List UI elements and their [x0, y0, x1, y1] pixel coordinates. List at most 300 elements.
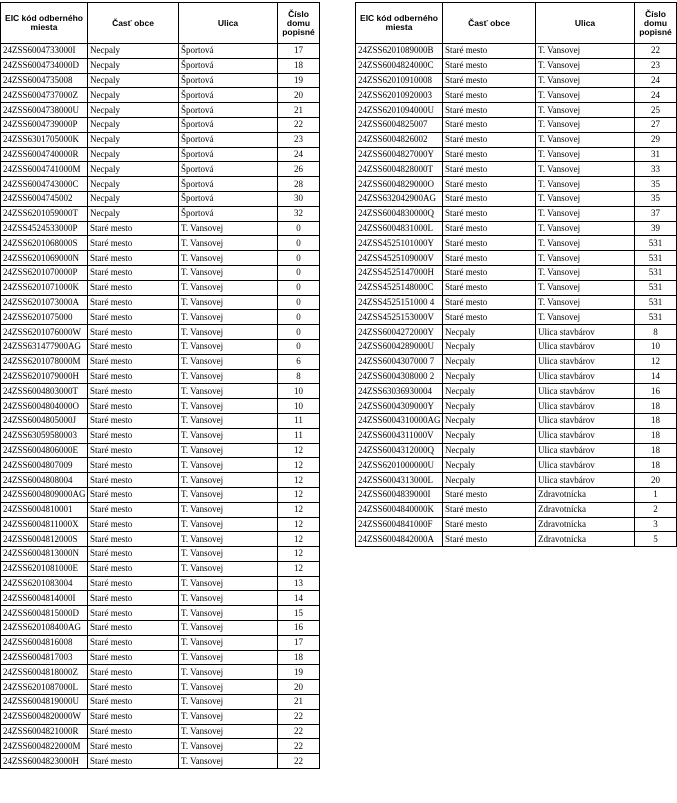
cell-street: T. Vansovej	[536, 177, 635, 192]
cell-house-number: 23	[635, 58, 677, 73]
cell-house-number: 0	[278, 251, 320, 266]
cell-street: T. Vansovej	[179, 399, 278, 414]
cell-house-number: 12	[278, 458, 320, 473]
cell-street: T. Vansovej	[179, 369, 278, 384]
cell-street: T. Vansovej	[179, 695, 278, 710]
cell-district: Staré mesto	[443, 532, 536, 547]
table-row	[1, 117, 320, 132]
cell-eic-code: 24ZSS6004310000AG	[356, 413, 443, 428]
table-row	[356, 502, 677, 517]
cell-street: T. Vansovej	[179, 606, 278, 621]
cell-house-number: 22	[278, 754, 320, 769]
cell-district: Necpaly	[443, 413, 536, 428]
cell-district: Staré mesto	[443, 206, 536, 221]
table-row	[356, 177, 677, 192]
cell-house-number: 21	[278, 103, 320, 118]
table-row	[1, 58, 320, 73]
table-row	[1, 132, 320, 147]
table-row	[356, 132, 677, 147]
cell-house-number: 531	[635, 265, 677, 280]
cell-house-number: 531	[635, 280, 677, 295]
cell-district: Staré mesto	[88, 547, 179, 562]
cell-house-number: 20	[278, 88, 320, 103]
cell-eic-code: 24ZSS6201059000T	[1, 206, 88, 221]
cell-house-number: 25	[635, 103, 677, 118]
cell-district: Staré mesto	[443, 310, 536, 325]
table-row	[356, 265, 677, 280]
cell-street: T. Vansovej	[179, 576, 278, 591]
cell-eic-code: 24ZSS6004842000A	[356, 532, 443, 547]
table-row	[1, 473, 320, 488]
table-row	[1, 354, 320, 369]
cell-eic-code: 24ZSS6004806000E	[1, 443, 88, 458]
cell-eic-code: 24ZSS6004804000O	[1, 399, 88, 414]
cell-district: Staré mesto	[88, 650, 179, 665]
cell-district: Necpaly	[88, 44, 179, 59]
cell-eic-code: 24ZSS62010920003	[356, 88, 443, 103]
cell-street: T. Vansovej	[179, 650, 278, 665]
cell-eic-code: 24ZSS6201078000M	[1, 354, 88, 369]
cell-eic-code: 24ZSS6201068000S	[1, 236, 88, 251]
cell-eic-code: 24ZSS4524533000P	[1, 221, 88, 236]
table-row	[1, 251, 320, 266]
table-row	[1, 147, 320, 162]
cell-eic-code: 24ZSS6004828000T	[356, 162, 443, 177]
cell-eic-code: 24ZSS6201000000U	[356, 458, 443, 473]
cell-street: Športová	[179, 162, 278, 177]
table-row	[1, 458, 320, 473]
table-row	[1, 665, 320, 680]
cell-street: T. Vansovej	[536, 280, 635, 295]
cell-street: Ulica stavbárov	[536, 339, 635, 354]
cell-eic-code: 24ZSS6004734000D	[1, 58, 88, 73]
cell-eic-code: 24ZSS6004825007	[356, 117, 443, 132]
cell-street: T. Vansovej	[536, 310, 635, 325]
table-row	[1, 724, 320, 739]
cell-house-number: 12	[278, 517, 320, 532]
table-row	[356, 354, 677, 369]
cell-eic-code: 24ZSS6004743000C	[1, 177, 88, 192]
cell-house-number: 0	[278, 265, 320, 280]
cell-eic-code: 24ZSS620108400AG	[1, 621, 88, 636]
cell-eic-code: 24ZSS6004820000W	[1, 709, 88, 724]
cell-house-number: 0	[278, 280, 320, 295]
cell-street: T. Vansovej	[536, 206, 635, 221]
table-row	[356, 428, 677, 443]
cell-house-number: 12	[278, 547, 320, 562]
cell-eic-code: 24ZSS6004733000I	[1, 44, 88, 59]
cell-eic-code: 24ZSS6004808004	[1, 473, 88, 488]
cell-street: T. Vansovej	[179, 413, 278, 428]
table-row	[1, 680, 320, 695]
table-row	[1, 532, 320, 547]
table-row	[356, 443, 677, 458]
cell-district: Staré mesto	[443, 147, 536, 162]
table-row	[1, 547, 320, 562]
cell-house-number: 24	[635, 73, 677, 88]
table-row	[1, 280, 320, 295]
cell-house-number: 22	[278, 724, 320, 739]
table-row	[356, 532, 677, 547]
cell-district: Staré mesto	[443, 162, 536, 177]
cell-house-number: 6	[278, 354, 320, 369]
cell-district: Necpaly	[443, 428, 536, 443]
cell-district: Necpaly	[88, 88, 179, 103]
cell-district: Staré mesto	[88, 502, 179, 517]
cell-eic-code: 24ZSS4525101000Y	[356, 236, 443, 251]
cell-district: Staré mesto	[88, 621, 179, 636]
cell-street: Športová	[179, 103, 278, 118]
cell-street: Športová	[179, 177, 278, 192]
cell-eic-code: 24ZSS6004821000R	[1, 724, 88, 739]
cell-house-number: 1	[635, 487, 677, 502]
table-row	[356, 384, 677, 399]
table-row	[356, 325, 677, 340]
cell-street: Športová	[179, 44, 278, 59]
table-row	[1, 236, 320, 251]
cell-house-number: 18	[635, 428, 677, 443]
cell-street: Ulica stavbárov	[536, 428, 635, 443]
cell-house-number: 16	[635, 384, 677, 399]
cell-eic-code: 24ZSS62010910008	[356, 73, 443, 88]
cell-street: Zdravotnícka	[536, 517, 635, 532]
cell-street: T. Vansovej	[179, 487, 278, 502]
cell-street: Ulica stavbárov	[536, 413, 635, 428]
cell-district: Necpaly	[88, 206, 179, 221]
cell-house-number: 11	[278, 428, 320, 443]
cell-house-number: 12	[278, 443, 320, 458]
cell-street: Zdravotnícka	[536, 487, 635, 502]
cell-district: Staré mesto	[443, 177, 536, 192]
cell-district: Staré mesto	[88, 561, 179, 576]
cell-district: Staré mesto	[88, 339, 179, 354]
cell-eic-code: 24ZSS6004738000U	[1, 103, 88, 118]
cell-house-number: 12	[278, 487, 320, 502]
cell-district: Necpaly	[443, 339, 536, 354]
cell-street: Zdravotnícka	[536, 502, 635, 517]
table-row	[1, 73, 320, 88]
cell-house-number: 37	[635, 206, 677, 221]
cell-house-number: 0	[278, 310, 320, 325]
cell-district: Staré mesto	[88, 251, 179, 266]
table-row	[356, 295, 677, 310]
cell-eic-code: 24ZSS6004840000K	[356, 502, 443, 517]
table-row	[356, 236, 677, 251]
table-row	[356, 103, 677, 118]
cell-house-number: 22	[635, 44, 677, 59]
cell-eic-code: 24ZSS6004313000L	[356, 473, 443, 488]
cell-house-number: 15	[278, 606, 320, 621]
cell-house-number: 32	[278, 206, 320, 221]
cell-house-number: 14	[635, 369, 677, 384]
cell-eic-code: 24ZSS6004805000J	[1, 413, 88, 428]
cell-house-number: 12	[635, 354, 677, 369]
cell-house-number: 10	[278, 399, 320, 414]
cell-district: Necpaly	[88, 147, 179, 162]
cell-street: T. Vansovej	[536, 295, 635, 310]
cell-eic-code: 24ZSS6004309000Y	[356, 399, 443, 414]
cell-eic-code: 24ZSS6004822000M	[1, 739, 88, 754]
cell-eic-code: 24ZSS6004829000O	[356, 177, 443, 192]
cell-street: T. Vansovej	[179, 443, 278, 458]
cell-street: T. Vansovej	[536, 132, 635, 147]
cell-street: Športová	[179, 58, 278, 73]
cell-district: Necpaly	[443, 354, 536, 369]
cell-street: Ulica stavbárov	[536, 384, 635, 399]
cell-street: T. Vansovej	[179, 473, 278, 488]
table-row	[356, 58, 677, 73]
cell-eic-code: 24ZSS6201076000W	[1, 325, 88, 340]
table-row	[356, 44, 677, 59]
cell-street: T. Vansovej	[536, 117, 635, 132]
cell-house-number: 18	[278, 650, 320, 665]
table-row	[1, 384, 320, 399]
cell-street: T. Vansovej	[179, 665, 278, 680]
cell-district: Staré mesto	[443, 517, 536, 532]
table-row	[1, 295, 320, 310]
cell-district: Necpaly	[88, 132, 179, 147]
cell-eic-code: 24ZSS4525153000V	[356, 310, 443, 325]
cell-street: T. Vansovej	[536, 88, 635, 103]
cell-street: Ulica stavbárov	[536, 473, 635, 488]
cell-street: Športová	[179, 73, 278, 88]
table-row	[356, 206, 677, 221]
table-row	[1, 606, 320, 621]
table-row	[1, 621, 320, 636]
cell-street: Športová	[179, 117, 278, 132]
cell-eic-code: 24ZSS6201071000K	[1, 280, 88, 295]
cell-eic-code: 24ZSS6004815000D	[1, 606, 88, 621]
cell-eic-code: 24ZSS6004818000Z	[1, 665, 88, 680]
table-row	[1, 206, 320, 221]
cell-eic-code: 24ZSS6004824000C	[356, 58, 443, 73]
cell-eic-code: 24ZSS6301705000K	[1, 132, 88, 147]
cell-district: Staré mesto	[88, 635, 179, 650]
cell-district: Staré mesto	[88, 354, 179, 369]
cell-eic-code: 24ZSS6201087000L	[1, 680, 88, 695]
cell-street: T. Vansovej	[179, 709, 278, 724]
cell-eic-code: 24ZSS4525109000V	[356, 251, 443, 266]
cell-street: T. Vansovej	[179, 339, 278, 354]
cell-district: Staré mesto	[443, 502, 536, 517]
table-row	[1, 221, 320, 236]
cell-street: T. Vansovej	[536, 162, 635, 177]
cell-district: Staré mesto	[88, 295, 179, 310]
cell-house-number: 35	[635, 191, 677, 206]
cell-eic-code: 24ZSS6004810001	[1, 502, 88, 517]
left-address-table	[0, 2, 320, 769]
cell-house-number: 5	[635, 532, 677, 547]
cell-district: Staré mesto	[443, 132, 536, 147]
cell-eic-code: 24ZSS63036930004	[356, 384, 443, 399]
cell-street: T. Vansovej	[179, 591, 278, 606]
cell-eic-code: 24ZSS6004830000Q	[356, 206, 443, 221]
cell-eic-code: 24ZSS6201070000P	[1, 265, 88, 280]
cell-street: Ulica stavbárov	[536, 325, 635, 340]
cell-street: Ulica stavbárov	[536, 354, 635, 369]
table-row	[1, 399, 320, 414]
cell-district: Staré mesto	[88, 384, 179, 399]
table-row	[356, 88, 677, 103]
table-row	[356, 73, 677, 88]
table-row	[356, 458, 677, 473]
cell-house-number: 26	[278, 162, 320, 177]
table-row	[1, 443, 320, 458]
table-row	[356, 221, 677, 236]
cell-house-number: 18	[278, 58, 320, 73]
cell-street: T. Vansovej	[179, 280, 278, 295]
cell-house-number: 0	[278, 236, 320, 251]
cell-district: Staré mesto	[443, 280, 536, 295]
table-row	[1, 709, 320, 724]
table-row	[356, 310, 677, 325]
cell-district: Staré mesto	[88, 473, 179, 488]
cell-eic-code: 24ZSS6004307000 7	[356, 354, 443, 369]
cell-street: T. Vansovej	[179, 547, 278, 562]
table-row	[356, 487, 677, 502]
cell-district: Staré mesto	[443, 103, 536, 118]
cell-street: Športová	[179, 147, 278, 162]
cell-house-number: 24	[635, 88, 677, 103]
cell-eic-code: 24ZSS6004737000Z	[1, 88, 88, 103]
cell-house-number: 531	[635, 310, 677, 325]
table-row	[1, 369, 320, 384]
cell-district: Staré mesto	[88, 591, 179, 606]
cell-street: T. Vansovej	[179, 428, 278, 443]
cell-house-number: 24	[278, 147, 320, 162]
cell-district: Necpaly	[443, 443, 536, 458]
cell-district: Staré mesto	[443, 73, 536, 88]
cell-eic-code: 24ZSS6201083004	[1, 576, 88, 591]
table-row	[1, 502, 320, 517]
table-row	[1, 635, 320, 650]
cell-district: Staré mesto	[88, 709, 179, 724]
cell-eic-code: 24ZSS6004740000R	[1, 147, 88, 162]
cell-house-number: 33	[635, 162, 677, 177]
cell-street: T. Vansovej	[536, 251, 635, 266]
cell-house-number: 18	[635, 458, 677, 473]
cell-house-number: 11	[278, 413, 320, 428]
cell-eic-code: 24ZSS6004816008	[1, 635, 88, 650]
cell-house-number: 23	[278, 132, 320, 147]
cell-street: T. Vansovej	[536, 58, 635, 73]
cell-street: T. Vansovej	[179, 532, 278, 547]
cell-district: Staré mesto	[443, 221, 536, 236]
cell-district: Staré mesto	[88, 310, 179, 325]
cell-district: Staré mesto	[443, 191, 536, 206]
header-street: Ulica	[536, 3, 635, 44]
cell-street: T. Vansovej	[179, 236, 278, 251]
cell-eic-code: 24ZSS6004823000H	[1, 754, 88, 769]
cell-street: T. Vansovej	[536, 73, 635, 88]
cell-eic-code: 24ZSS6004311000V	[356, 428, 443, 443]
cell-house-number: 12	[278, 561, 320, 576]
cell-district: Staré mesto	[88, 399, 179, 414]
cell-house-number: 0	[278, 325, 320, 340]
cell-street: T. Vansovej	[536, 147, 635, 162]
header-street: Ulica	[179, 3, 278, 44]
table-row	[1, 103, 320, 118]
cell-street: Zdravotnícka	[536, 532, 635, 547]
cell-street: T. Vansovej	[179, 502, 278, 517]
cell-house-number: 29	[635, 132, 677, 147]
cell-eic-code: 24ZSS632042900AG	[356, 191, 443, 206]
cell-house-number: 2	[635, 502, 677, 517]
cell-district: Staré mesto	[88, 221, 179, 236]
cell-eic-code: 24ZSS6004741000M	[1, 162, 88, 177]
table-row	[1, 339, 320, 354]
cell-house-number: 19	[278, 665, 320, 680]
cell-district: Staré mesto	[88, 724, 179, 739]
cell-eic-code: 24ZSS6004812000S	[1, 532, 88, 547]
cell-eic-code: 24ZSS6004819000U	[1, 695, 88, 710]
cell-eic-code: 24ZSS6004745002	[1, 191, 88, 206]
cell-house-number: 18	[635, 413, 677, 428]
table-row	[1, 191, 320, 206]
right-address-table	[355, 2, 677, 547]
cell-house-number: 27	[635, 117, 677, 132]
cell-street: T. Vansovej	[179, 754, 278, 769]
cell-district: Staré mesto	[443, 88, 536, 103]
header-district: Časť obce	[88, 3, 179, 44]
cell-street: T. Vansovej	[536, 236, 635, 251]
cell-district: Staré mesto	[443, 295, 536, 310]
cell-district: Staré mesto	[88, 325, 179, 340]
header-eic-code: EIC kód odberného miesta	[356, 3, 443, 44]
cell-street: T. Vansovej	[179, 354, 278, 369]
cell-house-number: 31	[635, 147, 677, 162]
cell-house-number: 0	[278, 295, 320, 310]
table-row	[356, 517, 677, 532]
cell-district: Staré mesto	[88, 532, 179, 547]
cell-house-number: 531	[635, 295, 677, 310]
cell-district: Staré mesto	[443, 44, 536, 59]
cell-street: T. Vansovej	[179, 295, 278, 310]
cell-eic-code: 24ZSS6004312000Q	[356, 443, 443, 458]
cell-district: Necpaly	[88, 162, 179, 177]
cell-eic-code: 24ZSS6004809000AG	[1, 487, 88, 502]
table-row	[1, 695, 320, 710]
table-row	[1, 739, 320, 754]
cell-district: Staré mesto	[443, 117, 536, 132]
cell-eic-code: 24ZSS6201079000H	[1, 369, 88, 384]
cell-eic-code: 24ZSS6004289000U	[356, 339, 443, 354]
table-row	[1, 487, 320, 502]
table-row	[1, 88, 320, 103]
table-row	[1, 413, 320, 428]
cell-eic-code: 24ZSS6004841000F	[356, 517, 443, 532]
table-row	[356, 117, 677, 132]
table-row	[1, 265, 320, 280]
table-row	[1, 44, 320, 59]
cell-district: Necpaly	[88, 191, 179, 206]
cell-street: T. Vansovej	[536, 191, 635, 206]
cell-district: Staré mesto	[88, 428, 179, 443]
cell-street: T. Vansovej	[536, 221, 635, 236]
cell-house-number: 20	[278, 680, 320, 695]
right-header-row	[356, 3, 677, 44]
cell-street: Športová	[179, 88, 278, 103]
cell-house-number: 18	[635, 443, 677, 458]
table-row	[1, 177, 320, 192]
cell-house-number: 17	[278, 635, 320, 650]
cell-house-number: 22	[278, 739, 320, 754]
cell-district: Necpaly	[443, 325, 536, 340]
table-row	[356, 191, 677, 206]
cell-district: Staré mesto	[88, 680, 179, 695]
right-table-body	[356, 44, 677, 547]
table-row	[356, 473, 677, 488]
